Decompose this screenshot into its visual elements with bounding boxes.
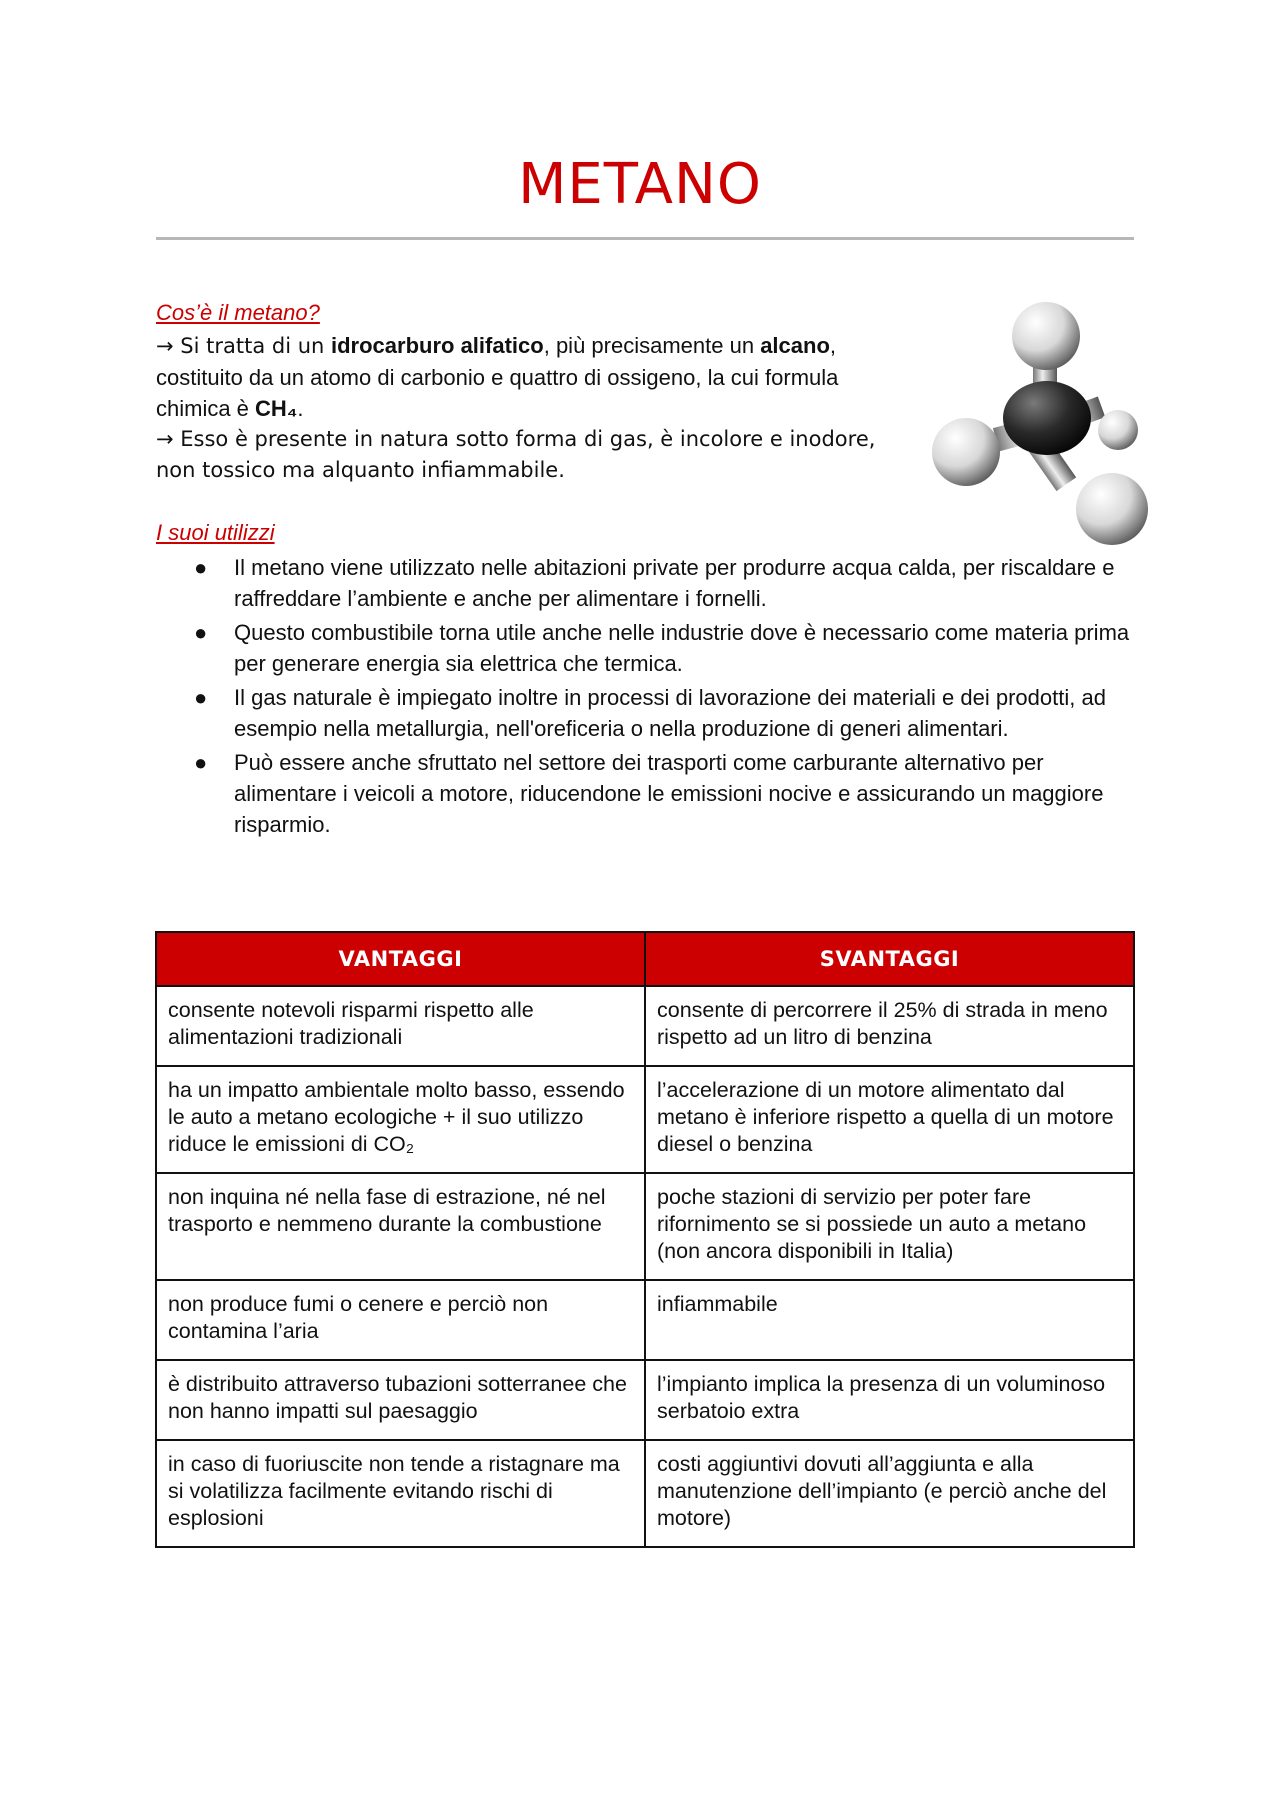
table-row [156, 1066, 1134, 1173]
table-row [156, 1173, 1134, 1280]
uses-heading: I suoi utilizzi [156, 520, 275, 545]
comparison-table [155, 931, 1135, 1548]
bullet-icon: ● [194, 685, 208, 710]
list-item [156, 682, 1146, 744]
table-row [156, 1280, 1134, 1360]
list-item-text: Il metano viene utilizzato nelle abitazioni private per produrre acqua calda, per riscaldare e raffreddare l’ambiente e anche per alimentare i fornelli. [234, 555, 1115, 611]
table-row [156, 986, 1134, 1066]
disadvantage-cell: consente di percorrere il 25% di strada in meno rispetto ad un litro di benzina [645, 986, 1134, 1066]
intro-paragraph-1 [156, 330, 916, 424]
disadvantage-cell: infiammabile [645, 1280, 1134, 1360]
disadvantage-cell: l’accelerazione di un motore alimentato dal metano è inferiore rispetto a quella di un motore diesel o benzina [645, 1066, 1134, 1173]
intro-text [156, 330, 916, 486]
list-item [156, 747, 1146, 840]
intro-rest-text: , costituito da un atomo di carbonio e quattro di ossigeno, la cui formula chimica è [156, 333, 839, 421]
advantage-cell: consente notevoli risparmi rispetto alle alimentazioni tradizionali [156, 986, 645, 1066]
list-item-text: Può essere anche sfruttato nel settore dei trasporti come carburante alternativo per alimentare i veicoli a motore, riducendone le emissioni nocive e assicurando un maggiore risparmio. [234, 750, 1104, 837]
list-item [156, 617, 1146, 679]
bullet-icon: ● [194, 750, 208, 775]
intro-mid-text: , più precisamente un [543, 333, 761, 358]
chemical-formula: CH₄ [255, 396, 298, 421]
advantage-cell: non inquina né nella fase di estrazione, né nel trasporto e nemmeno durante la combustione [156, 1173, 645, 1280]
table-header-row [156, 932, 1134, 986]
intro-arrow-text: → Si tratta di un [156, 334, 331, 358]
list-item-text: Questo combustibile torna utile anche nelle industrie dove è necessario come materia prima per generare energia sia elettrica che termica. [234, 620, 1130, 676]
page-title: METANO [518, 152, 762, 217]
title-divider [156, 237, 1134, 240]
list-item-text: Il gas naturale è impiegato inoltre in processi di lavorazione dei materiali e dei prodotti, ad esempio nella metallurgia, nell'oreficeria o nella produzione di generi alimentari. [234, 685, 1106, 741]
term-idrocarburo: idrocarburo alifatico [331, 333, 544, 358]
uses-list [156, 552, 1146, 843]
methane-molecule-icon [930, 296, 1162, 550]
advantage-cell: in caso di fuoriuscite non tende a ristagnare ma si volatilizza facilmente evitando rischi di esplosioni [156, 1440, 645, 1547]
list-item [156, 552, 1146, 614]
bullet-icon: ● [194, 620, 208, 645]
table-row [156, 1360, 1134, 1440]
disadvantage-cell: l’impianto implica la presenza di un voluminoso serbatoio extra [645, 1360, 1134, 1440]
term-alcano: alcano [760, 333, 830, 358]
bullet-icon: ● [194, 555, 208, 580]
intro-heading: Cos’è il metano? [156, 300, 320, 325]
intro-end-text: . [297, 396, 304, 421]
disadvantage-cell: poche stazioni di servizio per poter fare rifornimento se si possiede un auto a metano (non ancora disponibili in Italia) [645, 1173, 1134, 1280]
header-vantaggi: VANTAGGI [156, 932, 645, 986]
disadvantage-cell: costi aggiuntivi dovuti all’aggiunta e alla manutenzione dell’impianto (e perciò anche del motore) [645, 1440, 1134, 1547]
advantage-cell: ha un impatto ambientale molto basso, essendo le auto a metano ecologiche + il suo utilizzo riduce le emissioni di CO₂ [156, 1066, 645, 1173]
advantage-cell: non produce fumi o cenere e perciò non contamina l’aria [156, 1280, 645, 1360]
advantage-cell: è distribuito attraverso tubazioni sotterranee che non hanno impatti sul paesaggio [156, 1360, 645, 1440]
intro-paragraph-2: → Esso è presente in natura sotto forma di gas, è incolore e inodore, non tossico ma alquanto infiammabile. [156, 427, 876, 482]
table-row [156, 1440, 1134, 1547]
header-svantaggi: SVANTAGGI [645, 932, 1134, 986]
